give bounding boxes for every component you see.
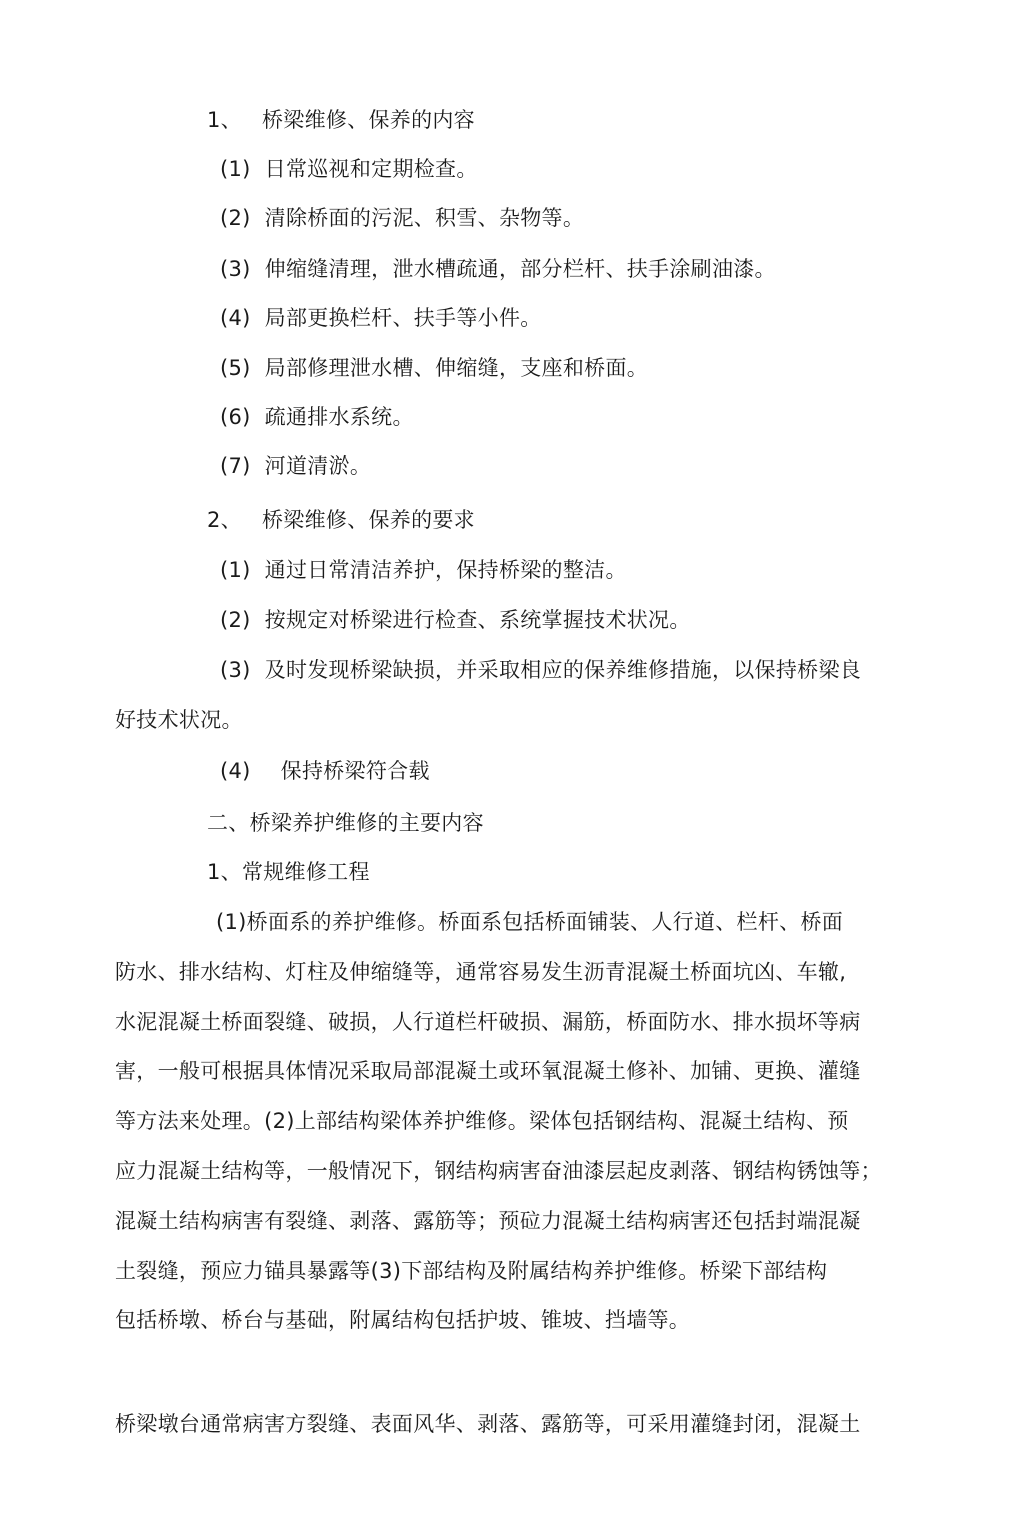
section1-item-7 <box>220 451 371 481</box>
paragraph-line-3: 水泥混凝土桥面裂缝、破损，人行道栏杆破损、漏筋，桥面防水、排水损坏等病 <box>115 1010 861 1034</box>
item-text: 局部更换栏杆、扶手等小件。 <box>264 306 542 330</box>
section2-item-3-continuation <box>115 705 243 735</box>
item-text: 通过日常清洁养护，保持桥梁的整洁。 <box>264 558 627 582</box>
paragraph-line-1: (1)桥面系的养护维修。桥面系包括桥面铺装、人行道、栏杆、桥面 <box>216 910 844 934</box>
section2-heading <box>207 505 475 535</box>
paragraph-line-2: 防水、排水结构、灯柱及伸缩缝等，通常容易发生沥青混凝土桥面坑凶、车辙, <box>115 960 847 984</box>
section1-heading-text: 桥梁维修、保养的内容 <box>261 108 475 132</box>
section2-heading-text: 桥梁维修、保养的要求 <box>261 508 475 532</box>
section2-heading-number: 2、 <box>207 508 242 532</box>
section1-item-6 <box>220 402 414 432</box>
paragraph-line-4: 害，一般可根据具体情况采取局部混凝土或环氧混凝土修补、加铺、更换、灌缝 <box>115 1059 861 1083</box>
section1-item-3 <box>220 254 776 284</box>
item-number: (2) <box>220 206 251 230</box>
item-number: (3) <box>220 658 251 682</box>
section2-item-4 <box>220 756 430 786</box>
item-text: 局部修理泄水槽、伸缩缝，支座和桥面。 <box>264 356 649 380</box>
section1-item-5 <box>220 353 648 383</box>
paragraph-last-line: 桥梁墩台通常病害方裂缝、表面风华、剥落、露筋等，可采用灌缝封闭，混凝土 <box>115 1412 861 1436</box>
item-text: 清除桥面的污泥、积雪、杂物等。 <box>264 206 585 230</box>
section2-item-1 <box>220 555 627 585</box>
paragraph-line-9: 包括桥墩、桥台与基础，附属结构包括护坡、锥坡、挡墙等。 <box>115 1308 691 1332</box>
item-number: (4) <box>220 759 251 783</box>
paragraph-line-7: 混凝土结构病害有裂缝、剥落、露筋等；预砬力混凝土结构病害还包括封端混凝 <box>115 1209 861 1233</box>
item-number: (4) <box>220 306 251 330</box>
section1-heading <box>207 105 475 135</box>
item-text: 及时发现桥梁缺损，并采取相应的保养维修措施，以保持桥梁良 <box>264 658 862 682</box>
section1-item-1 <box>220 154 478 184</box>
item-number: (5) <box>220 356 251 380</box>
section2-item-3 <box>220 655 861 685</box>
item-number: (7) <box>220 454 251 478</box>
item-number: (3) <box>220 257 251 281</box>
item-text: 日常巡视和定期检查。 <box>264 157 478 181</box>
item-text: 好技术状况。 <box>115 708 243 732</box>
item-text: 伸缩缝清理，泄水槽疏通，部分栏杆、扶手涂刷油漆。 <box>264 257 776 281</box>
item-text: 保持桥梁符合载 <box>280 759 430 783</box>
chapter2-title: 二、桥梁养护维修的主要内容 <box>207 811 484 835</box>
item-text: 按规定对桥梁进行检查、系统掌握技术状况。 <box>264 608 691 632</box>
item-number: (1) <box>220 157 251 181</box>
chapter2-subheading: 1、常规维修工程 <box>207 860 370 884</box>
item-number: (6) <box>220 405 251 429</box>
section1-item-4 <box>220 303 542 333</box>
item-text: 疏通排水系统。 <box>264 405 414 429</box>
section1-item-2 <box>220 203 584 233</box>
item-number: (2) <box>220 608 251 632</box>
paragraph-line-6: 应力混凝土结构等，一般情况下，钢结构病害奋油漆层起皮剥落、钢结构锈蚀等； <box>115 1159 882 1183</box>
section2-item-2 <box>220 605 691 635</box>
paragraph-line-8: 土裂缝，预应力锚具暴露等(3)下部结构及附属结构养护维修。桥梁下部结构 <box>115 1259 828 1283</box>
item-text: 河道清淤。 <box>264 454 372 478</box>
paragraph-line-5: 等方法来处理。(2)上部结构梁体养护维修。梁体包括钢结构、混凝土结构、预 <box>115 1109 849 1133</box>
section1-heading-number: 1、 <box>207 108 242 132</box>
item-number: (1) <box>220 558 251 582</box>
